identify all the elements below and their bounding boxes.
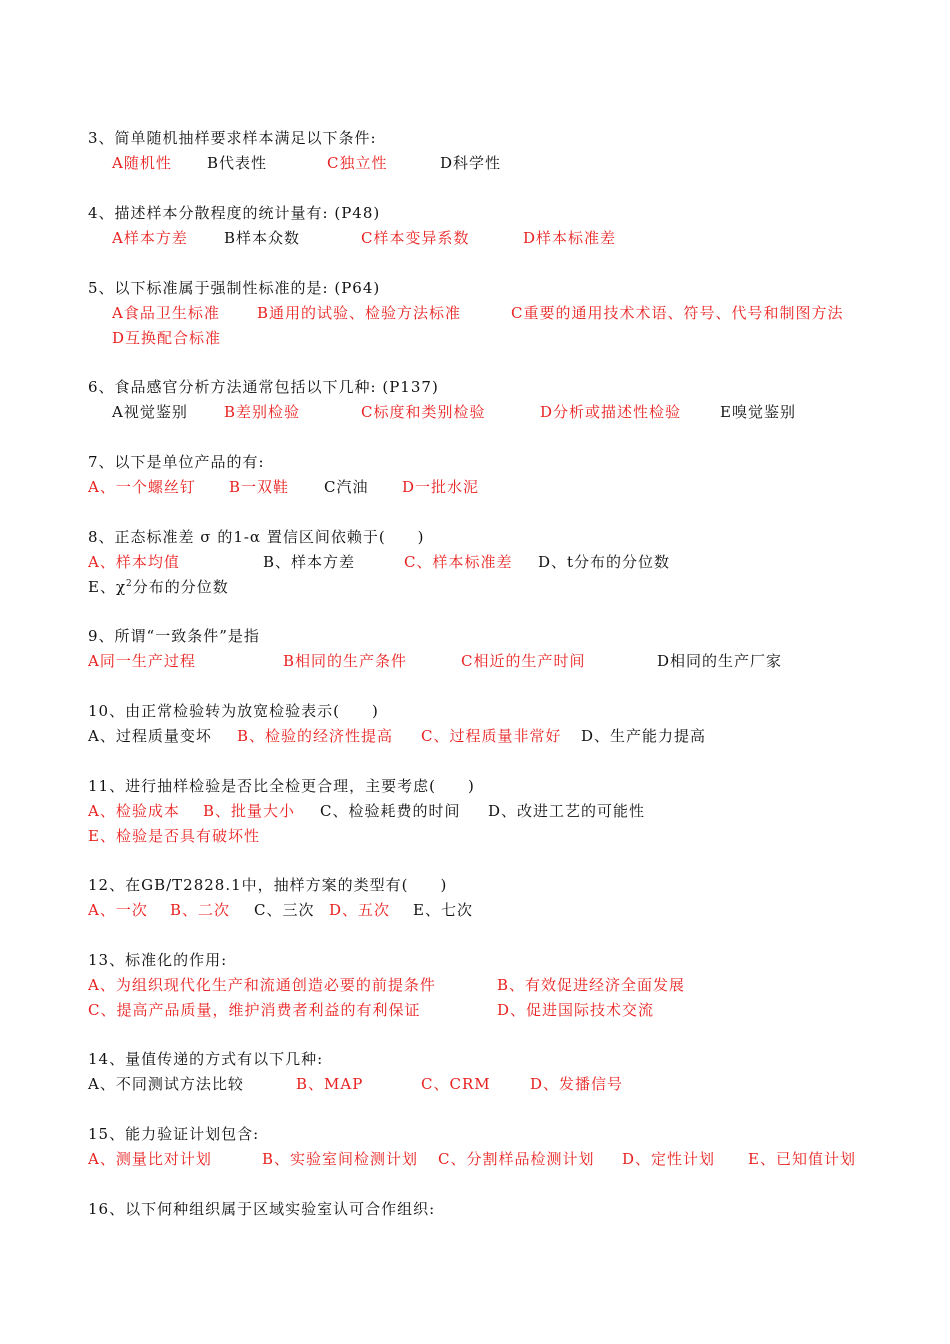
option-c: C相近的生产时间 bbox=[461, 652, 586, 670]
option-b: B、实验室间检测计划 bbox=[262, 1150, 419, 1168]
option-a: A食品卫生标准 bbox=[112, 304, 220, 322]
option-b: B通用的试验、检验方法标准 bbox=[257, 304, 462, 322]
option-a: A、为组织现代化生产和流通创造必要的前提条件 bbox=[88, 976, 436, 994]
option-d: D互换配合标准 bbox=[112, 329, 222, 347]
option-b: B、有效促进经济全面发展 bbox=[497, 976, 686, 994]
option-d: D分析或描述性检验 bbox=[540, 403, 682, 421]
option-c: C独立性 bbox=[327, 154, 388, 172]
question-stem: 5、以下标准属于强制性标准的是: (P64) bbox=[88, 279, 381, 297]
option-e: E、七次 bbox=[413, 901, 473, 919]
option-a: A、样本均值 bbox=[88, 553, 180, 571]
question-stem: 7、以下是单位产品的有: bbox=[88, 453, 265, 471]
option-c: C、检验耗费的时间 bbox=[320, 802, 461, 820]
option-c: C汽油 bbox=[324, 478, 369, 496]
option-b: B、MAP bbox=[296, 1075, 364, 1093]
option-a: A、一个螺丝钉 bbox=[88, 478, 196, 496]
option-d: D样本标准差 bbox=[523, 229, 617, 247]
option-a: A、检验成本 bbox=[88, 802, 180, 820]
option-c: C样本变异系数 bbox=[361, 229, 470, 247]
option-b: B、二次 bbox=[170, 901, 231, 919]
option-a: A、过程质量变坏 bbox=[88, 727, 212, 745]
option-e-prefix: E、χ bbox=[88, 578, 127, 596]
option-d: D、定性计划 bbox=[622, 1150, 716, 1168]
option-b: B样本众数 bbox=[224, 229, 301, 247]
option-a: A、不同测试方法比较 bbox=[88, 1075, 244, 1093]
option-c: C、CRM bbox=[421, 1075, 491, 1093]
option-e: E、已知值计划 bbox=[748, 1150, 856, 1168]
option-c: C、三次 bbox=[254, 901, 315, 919]
question-stem: 3、简单随机抽样要求样本满足以下条件: bbox=[88, 129, 377, 147]
question-stem: 16、以下何种组织属于区域实验室认可合作组织: bbox=[88, 1200, 436, 1218]
option-b: B、检验的经济性提高 bbox=[237, 727, 394, 745]
option-c: C、分割样品检测计划 bbox=[438, 1150, 595, 1168]
superscript: 2 bbox=[126, 579, 133, 589]
option-e: E、检验是否具有破坏性 bbox=[88, 827, 260, 845]
option-d: D、t分布的分位数 bbox=[538, 553, 671, 571]
option-b: B相同的生产条件 bbox=[283, 652, 408, 670]
option-a: A、测量比对计划 bbox=[88, 1150, 212, 1168]
option-d: D、发播信号 bbox=[530, 1075, 624, 1093]
question-stem: 14、量值传递的方式有以下几种: bbox=[88, 1050, 324, 1068]
option-a: A、一次 bbox=[88, 901, 148, 919]
option-e bbox=[88, 577, 229, 597]
question-stem: 4、描述样本分散程度的统计量有: (P48) bbox=[88, 204, 381, 222]
question-stem: 12、在GB/T2828.1中，抽样方案的类型有( ) bbox=[88, 876, 448, 894]
option-b: B差别检验 bbox=[224, 403, 301, 421]
option-c: C重要的通用技术术语、符号、代号和制图方法 bbox=[511, 304, 844, 322]
option-c: C、提高产品质量，维护消费者利益的有利保证 bbox=[88, 1001, 421, 1019]
option-b: B一双鞋 bbox=[229, 478, 290, 496]
option-d: D、促进国际技术交流 bbox=[497, 1001, 655, 1019]
question-stem: 15、能力验证计划包含: bbox=[88, 1125, 260, 1143]
question-stem: 11、进行抽样检验是否比全检更合理，主要考虑( ) bbox=[88, 777, 475, 795]
option-a: A样本方差 bbox=[112, 229, 188, 247]
question-stem: 8、正态标准差 σ 的1-α 置信区间依赖于( ) bbox=[88, 528, 425, 546]
option-e: E嗅觉鉴别 bbox=[720, 403, 796, 421]
option-b: B代表性 bbox=[207, 154, 268, 172]
option-d: D相同的生产厂家 bbox=[657, 652, 783, 670]
option-e-suffix: 分布的分位数 bbox=[132, 578, 229, 596]
question-stem: 9、所谓“一致条件”是指 bbox=[88, 627, 260, 645]
option-a: A同一生产过程 bbox=[88, 652, 196, 670]
question-stem: 10、由正常检验转为放宽检验表示( ) bbox=[88, 702, 379, 720]
option-c: C、样本标准差 bbox=[404, 553, 513, 571]
option-d: D、改进工艺的可能性 bbox=[488, 802, 646, 820]
option-b: B、批量大小 bbox=[203, 802, 296, 820]
option-d: D科学性 bbox=[440, 154, 502, 172]
option-d: D、生产能力提高 bbox=[581, 727, 707, 745]
question-stem: 13、标准化的作用: bbox=[88, 951, 228, 969]
option-a: A随机性 bbox=[112, 154, 172, 172]
option-d: D一批水泥 bbox=[402, 478, 480, 496]
option-d: D、五次 bbox=[329, 901, 391, 919]
option-b: B、样本方差 bbox=[263, 553, 356, 571]
option-a: A视觉鉴别 bbox=[112, 403, 188, 421]
option-c: C、过程质量非常好 bbox=[421, 727, 562, 745]
question-stem: 6、食品感官分析方法通常包括以下几种: (P137) bbox=[88, 378, 439, 396]
option-c: C标度和类别检验 bbox=[361, 403, 486, 421]
